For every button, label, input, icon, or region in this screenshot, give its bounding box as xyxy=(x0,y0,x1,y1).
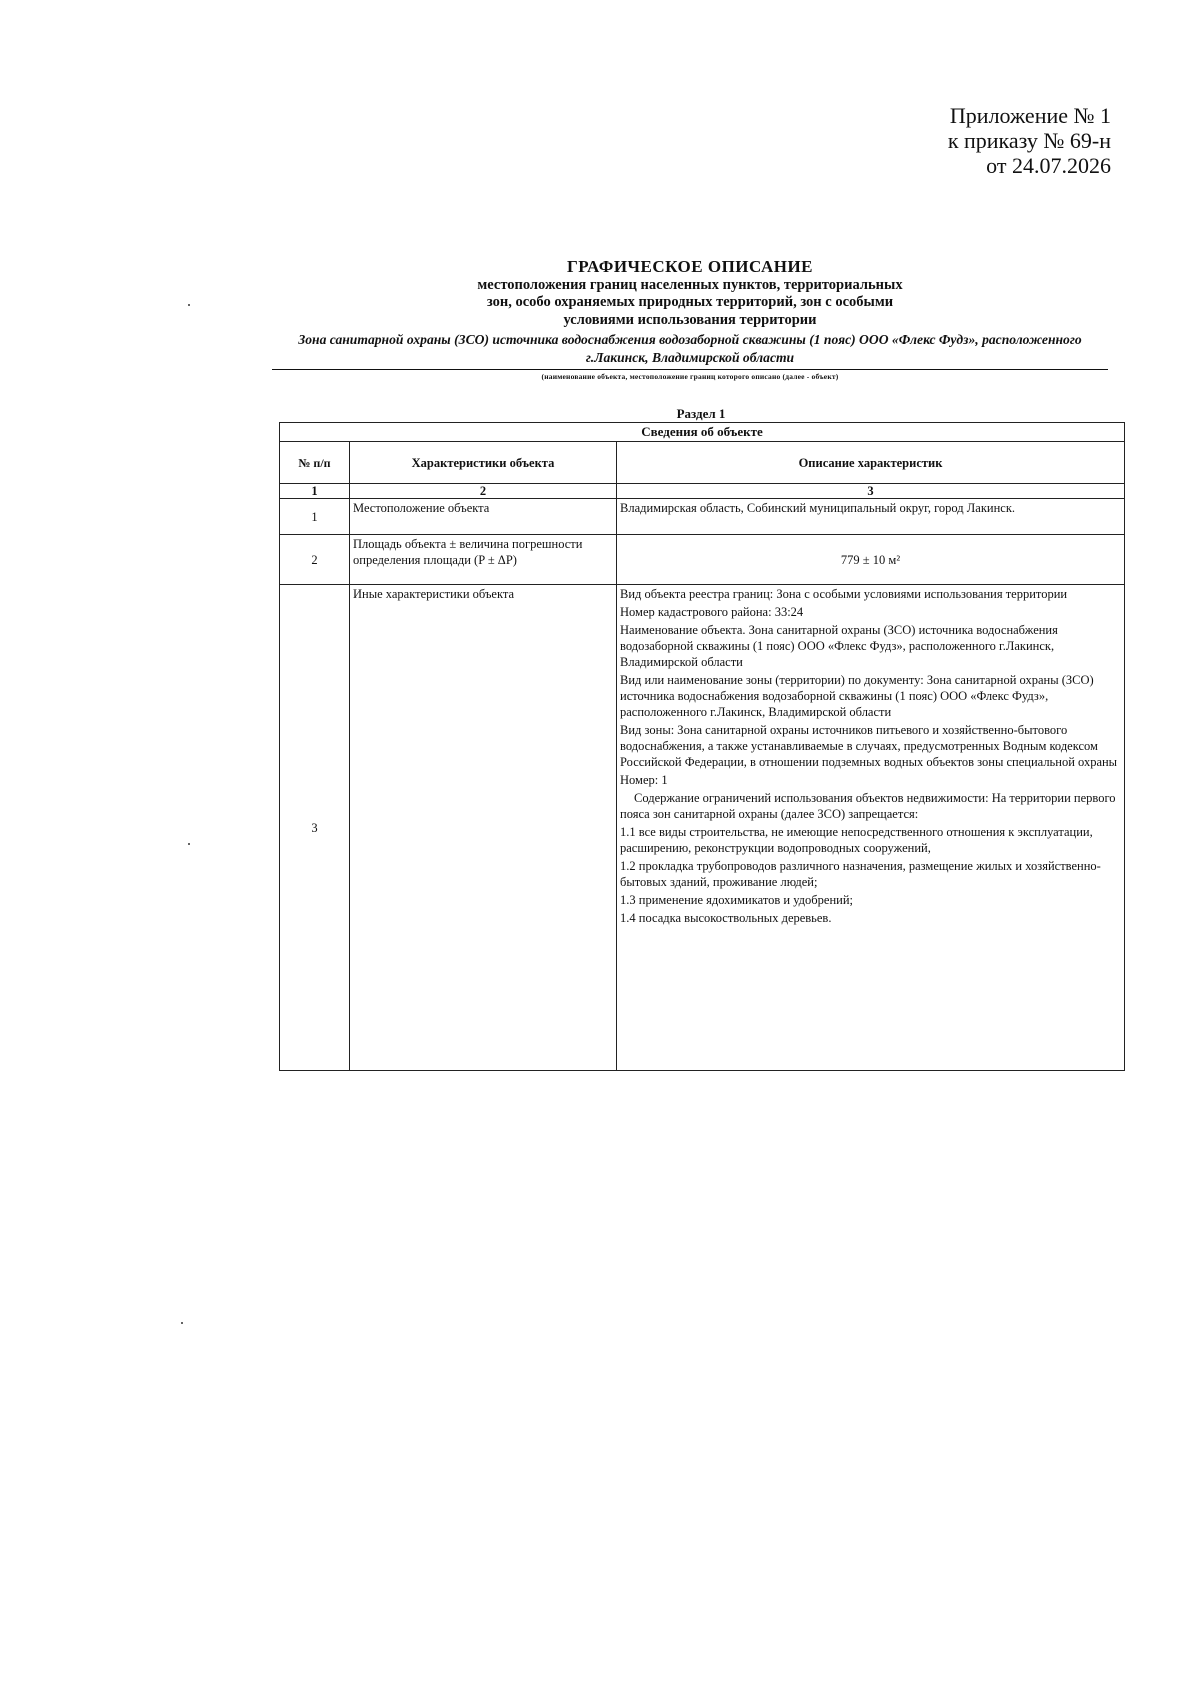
subtitle-line-1: местоположения границ населенных пунктов, территориальных xyxy=(477,276,903,293)
appendix-line-3: от 24.07.2026 xyxy=(986,153,1111,178)
subtitle-line-3: условиями использования территории xyxy=(563,311,817,328)
description-paragraph: Номер кадастрового района: 33:24 xyxy=(620,605,804,619)
appendix-line-1: Приложение № 1 xyxy=(949,103,1111,128)
row-number: 1 xyxy=(280,499,350,535)
header-number: № п/п xyxy=(280,442,350,484)
document-subtitle xyxy=(280,277,1100,330)
column-number-3: 3 xyxy=(617,484,1125,499)
row-description: 779 ± 10 м² xyxy=(617,535,1125,585)
description-paragraph: 1.3 применение ядохимикатов и удобрений; xyxy=(620,893,853,907)
table-header-row xyxy=(280,442,1125,484)
section-label: Раздел 1 xyxy=(676,406,726,421)
object-name-underline xyxy=(272,369,1108,370)
table-row xyxy=(280,535,1125,585)
row-number: 2 xyxy=(280,535,350,585)
column-number-2: 2 xyxy=(350,484,617,499)
description-paragraph: Вид зоны: Зона санитарной охраны источников питьевого и хозяйственно-бытового водоснабжения, а также устанавливаемые в случаях, предусмотренных Водным кодексом Российской Федерации, в отношении подземных водных объектов зоны специальной охраны xyxy=(620,723,1118,769)
row-description: Владимирская область, Собинский муниципальный округ, город Лакинск. xyxy=(617,499,1125,535)
description-paragraph: 1.1 все виды строительства, не имеющие непосредственного отношения к эксплуатации, расширению, реконструкции водопроводных сооружений, xyxy=(620,825,1093,855)
scan-speck xyxy=(188,843,190,845)
row-description-paragraphs xyxy=(617,585,1125,1071)
scan-speck xyxy=(181,1322,183,1324)
appendix-reference xyxy=(948,103,1111,178)
row-number: 3 xyxy=(280,585,350,1071)
object-name: Зона санитарной охраны (ЗСО) источника водоснабжения водозаборной скважины (1 пояс) ООО «Флекс Фудз», расположенного г.Лакинск, Владимирской области xyxy=(298,332,1082,365)
column-number-1: 1 xyxy=(280,484,350,499)
header-characteristic: Характеристики объекта xyxy=(350,442,617,484)
description-paragraph: Вид или наименование зоны (территории) по документу: Зона санитарной охраны (ЗСО) источника водоснабжения водозаборной скважины (1 пояс) ООО «Флекс Фудз», расположенного г.Лакинск, Владимирской области xyxy=(620,673,1094,719)
description-paragraph: 1.4 посадка высокоствольных деревьев. xyxy=(620,911,832,925)
appendix-line-2: к приказу № 69-н xyxy=(947,128,1111,153)
row-characteristic: Местоположение объекта xyxy=(350,499,617,535)
description-paragraph: Вид объекта реестра границ: Зона с особыми условиями использования территории xyxy=(620,587,1068,601)
document-title-block xyxy=(280,258,1100,382)
table-caption-row xyxy=(280,423,1125,442)
description-paragraph: Номер: 1 xyxy=(620,773,668,787)
description-paragraph: Содержание ограничений использования объектов недвижимости: На территории первого пояса зон санитарной охраны (далее ЗСО) запрещается: xyxy=(620,791,1116,821)
description-paragraph: 1.2 прокладка трубопроводов различного назначения, размещение жилых и хозяйственно-бытовых зданий, проживание людей; xyxy=(620,859,1101,889)
table-row xyxy=(280,499,1125,535)
column-number-row xyxy=(280,484,1125,499)
row-characteristic: Площадь объекта ± величина погрешности определения площади (P ± ΔP) xyxy=(350,535,617,585)
row-characteristic: Иные характеристики объекта xyxy=(350,585,617,1071)
object-name-caption: (наименование объекта, местоположение границ которого описано (далее - объект) xyxy=(541,372,839,381)
description-paragraph: Наименование объекта. Зона санитарной охраны (ЗСО) источника водоснабжения водозаборной скважины (1 пояс) ООО «Флекс Фудз», расположенного г.Лакинск, Владимирской области xyxy=(620,623,1058,669)
document-title: ГРАФИЧЕСКОЕ ОПИСАНИЕ xyxy=(566,257,814,276)
table-row xyxy=(280,585,1125,1071)
table-caption: Сведения об объекте xyxy=(280,423,1125,442)
subtitle-line-2: зон, особо охраняемых природных территорий, зон с особыми xyxy=(486,294,894,310)
object-info-table xyxy=(279,422,1125,1071)
header-description: Описание характеристик xyxy=(617,442,1125,484)
scan-speck xyxy=(188,304,190,306)
